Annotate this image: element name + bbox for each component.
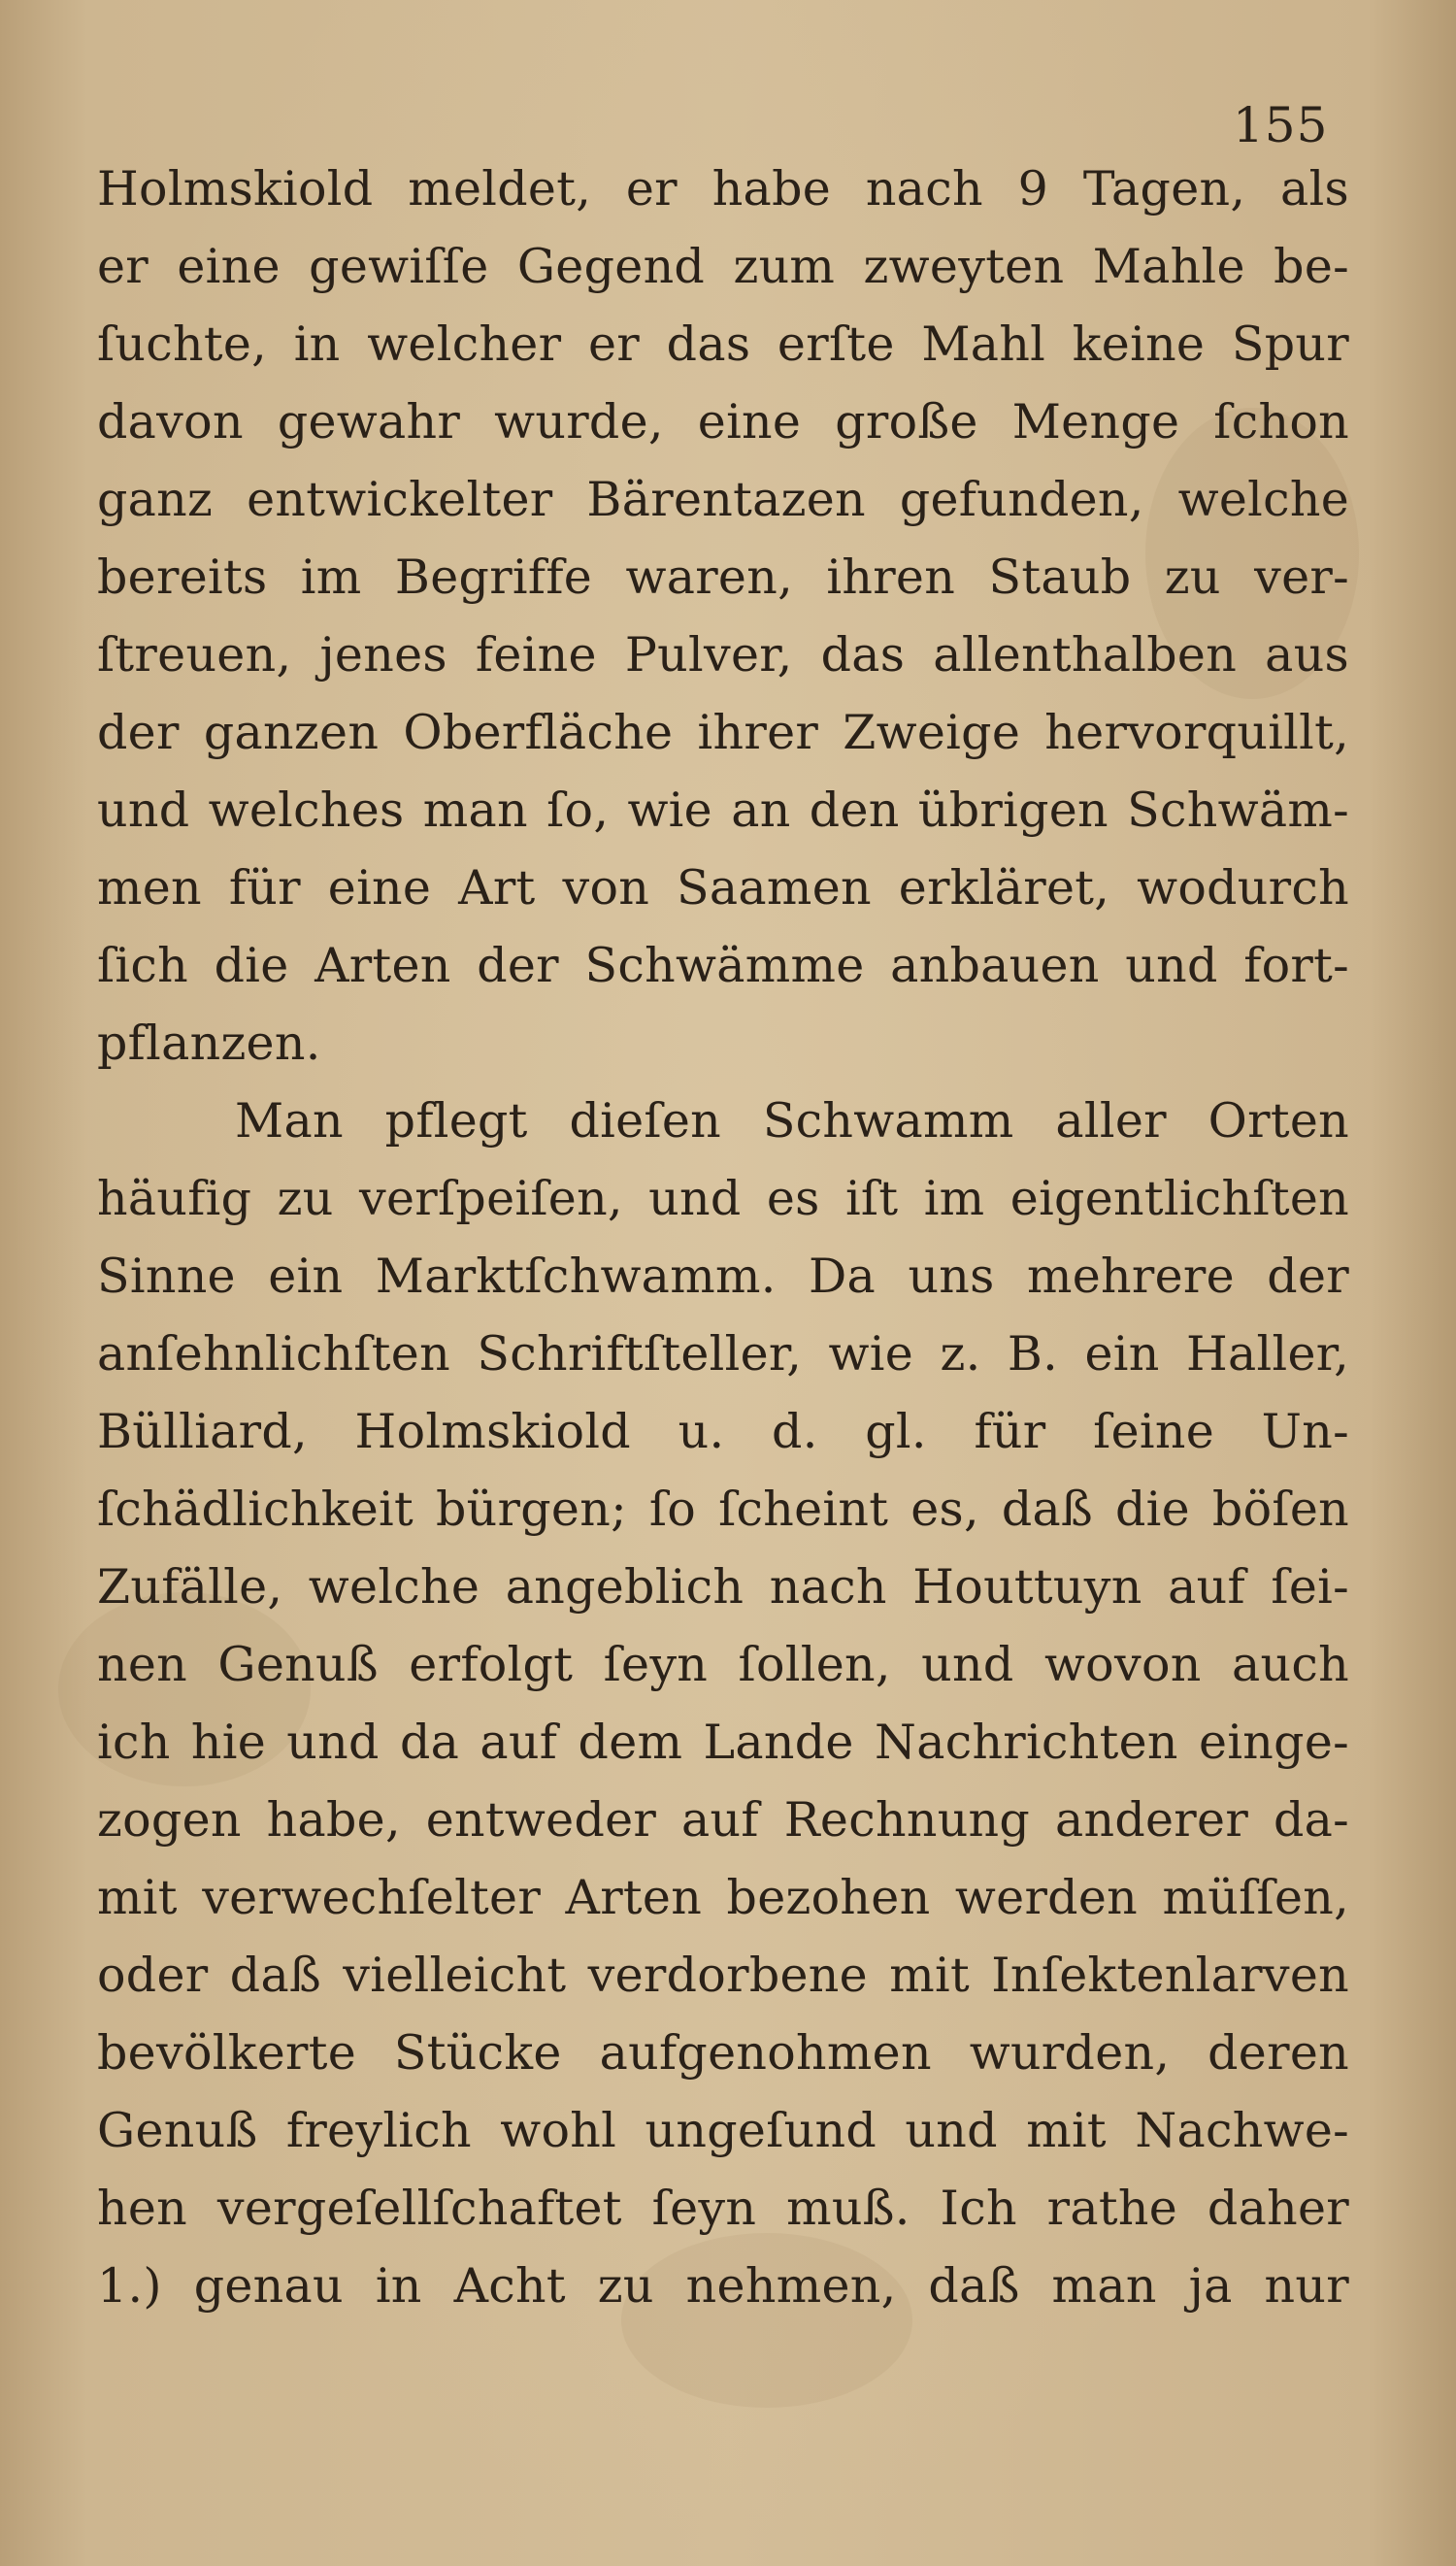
text-line: men für eine Art von Saamen erkläret, wodurch xyxy=(97,860,1349,916)
text-line: hen vergeſellſchaftet ſeyn muß. Ich rathe daher xyxy=(97,2181,1349,2236)
text-line: Zufälle, welche angeblich nach Houttuyn auf ſei- xyxy=(97,1559,1349,1615)
text-line: häufig zu verſpeiſen, und es iſt im eigentlichſten xyxy=(97,1171,1349,1226)
body-text xyxy=(97,150,1349,2325)
text-line: zogen habe, entweder auf Rechnung anderer da- xyxy=(97,1792,1349,1848)
text-line: nen Genuß erfolgt ſeyn ſollen, und wovon auch xyxy=(97,1637,1349,1692)
page-number: 155 xyxy=(1233,97,1329,153)
text-line: ganz entwickelter Bärentazen gefunden, welche xyxy=(97,472,1349,527)
paragraph-start-line: Man pflegt dieſen Schwamm aller Orten xyxy=(235,1093,1349,1149)
paragraph-end-line: pflanzen. xyxy=(97,1016,321,1071)
text-line: er eine gewiſſe Gegend zum zweyten Mahle be- xyxy=(97,239,1349,294)
text-line: Sinne ein Marktſchwamm. Da uns mehrere der xyxy=(97,1249,1349,1304)
text-line: davon gewahr wurde, eine große Menge ſchon xyxy=(97,394,1349,450)
text-line: ſuchte, in welcher er das erſte Mahl keine Spur xyxy=(97,317,1349,372)
text-line: ſtreuen, jenes feine Pulver, das allenthalben aus xyxy=(97,627,1349,683)
text-line: oder daß vielleicht verdorbene mit Inſektenlarven xyxy=(97,1948,1349,2003)
text-line: mit verwechſelter Arten bezohen werden müſſen, xyxy=(97,1870,1349,1925)
text-line: Holmskiold meldet, er habe nach 9 Tagen, als xyxy=(97,161,1349,217)
text-line: und welches man ſo, wie an den übrigen Schwäm- xyxy=(97,783,1349,838)
text-line: ſich die Arten der Schwämme anbauen und fort- xyxy=(97,938,1349,993)
text-line: ſchädlichkeit bürgen; ſo ſcheint es, daß die böſen xyxy=(97,1482,1349,1537)
text-line: der ganzen Oberfläche ihrer Zweige hervorquillt, xyxy=(97,705,1349,760)
text-line: 1.) genau in Acht zu nehmen, daß man ja nur xyxy=(97,2258,1349,2314)
text-line: bevölkerte Stücke aufgenohmen wurden, deren xyxy=(97,2025,1349,2081)
text-line: ich hie und da auf dem Lande Nachrichten einge- xyxy=(97,1715,1349,1770)
text-line: anſehnlichſten Schriftſteller, wie z. B. ein Haller, xyxy=(97,1326,1349,1382)
text-line: Genuß freylich wohl ungeſund und mit Nachwe- xyxy=(97,2103,1349,2158)
text-line: Bülliard, Holmskiold u. d. gl. für ſeine Un- xyxy=(97,1404,1349,1459)
text-line: bereits im Begriffe waren, ihren Staub zu ver- xyxy=(97,550,1349,605)
